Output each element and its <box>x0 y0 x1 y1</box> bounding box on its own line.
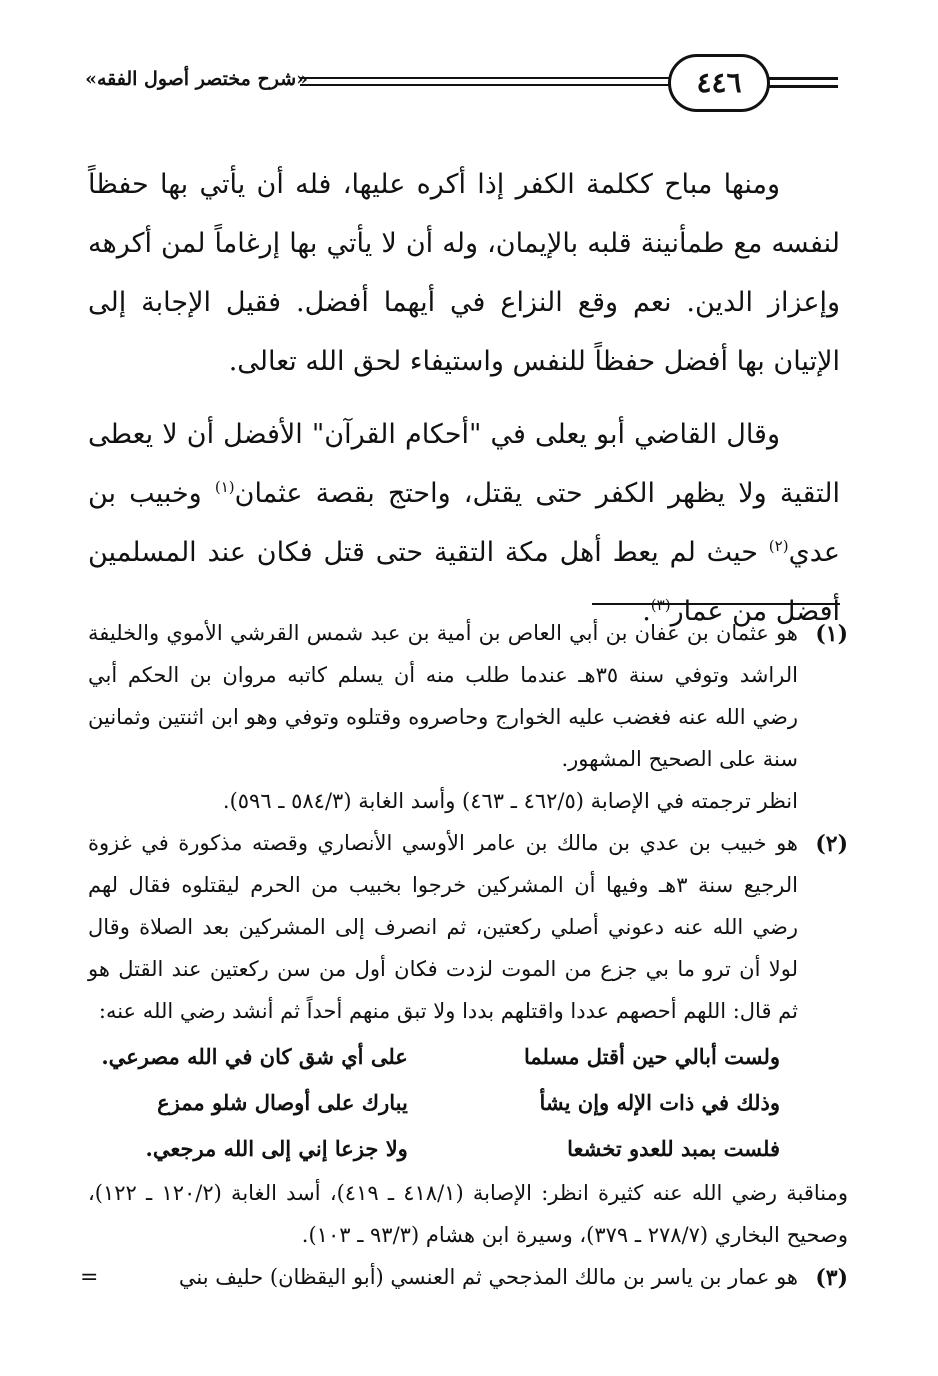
running-title: «شرح مختصر أصول الفقه» <box>85 68 308 90</box>
poem-verse <box>88 1126 798 1172</box>
footnote-ref-3[interactable]: (٣) <box>650 596 671 614</box>
footnote-2-reference: ومناقبة رضي الله عنه كثيرة انظر: الإصابة (٤١٨/١ ـ ٤١٩)، أسد الغابة (١٢٠/٢ ـ ١٢٢)، وصحيح البخاري (٢٧٨/٧ ـ ٣٧٩)، وسيرة ابن هشام (٩٣/٣ ـ ١٠٣). <box>88 1181 848 1247</box>
footnote-2 <box>88 822 848 1032</box>
footnote-1 <box>88 612 848 822</box>
paragraph-2-text-c: حيث لم يعط أهل مكة التقية حتى قتل فكان عند المسلمين أفضل من عمار <box>88 537 840 627</box>
footnote-3-text: هو عمار بن ياسر بن مالك المذجحي ثم العنسي (أبو اليقظان) حليف بني <box>178 1265 798 1289</box>
footnote-2-text: هو خبيب بن عدي بن مالك بن عامر الأوسي الأنصاري وقصته مذكورة في غزوة الرجيع سنة ٣هـ وفيها أن المشركين خرجوا بخبيب من الحرم ليقتلوه فقال لهم رضي الله عنه دعوني أصلي ركعتين، ثم انصرف إلى المشركين بعد الصلاة وقال لولا أن ترو ما بي جزع من الموت لزدت فكان أول من سن ركعتين عند القتل هو ثم قال: اللهم أحصهم عددا واقتلهم بددا ولا تبق منهم أحداً ثم أنشد رضي الله عنه: <box>88 831 799 1023</box>
footnote-2-continuation <box>88 1172 848 1256</box>
poem-verse <box>88 1080 798 1126</box>
footnote-ref-2[interactable]: (٢) <box>768 537 789 555</box>
footnote-number: (١) <box>815 621 848 647</box>
poem-verse <box>88 1034 798 1080</box>
verse-first-hemistich: فلست بمبد للعدو تخشعا <box>567 1136 780 1161</box>
verse-second-hemistich: ولا جزعا إني إلى الله مرجعي. <box>145 1136 408 1161</box>
verse-second-hemistich: على أي شق كان في الله مصرعي. <box>101 1044 408 1069</box>
poem <box>88 1034 848 1172</box>
footnote-number: (٢) <box>815 831 848 857</box>
page-header <box>85 42 840 114</box>
paragraph-2-text-a: وقال القاضي أبو يعلى في "أحكام القرآن" الأفضل أن لا يعطى التقية ولا يظهر الكفر حتى يقتل، واحتج بقصة عثمان <box>88 419 840 509</box>
paragraph-1: ومنها مباح ككلمة الكفر إذا أكره عليها، فله أن يأتي بها حفظاً لنفسه مع طمأنينة قلبه بالإيمان، وله أن لا يأتي بها إرغاماً لمن أكرهه وإعزاز الدين. نعم وقع النزاع في أيهما أفضل. فقيل الإجابة إلى الإتيان بها أفضل حفظاً للنفس واستيفاء لحق الله تعالى. <box>88 169 840 377</box>
verse-first-hemistich: ولست أبالي حين أقتل مسلما <box>523 1044 780 1069</box>
continuation-mark: = <box>80 1265 99 1290</box>
footnote-ref-1[interactable]: (١) <box>214 478 235 496</box>
paragraph-2 <box>88 405 840 641</box>
footnote-1-text: هو عثمان بن عفان بن أبي العاص بن أمية بن عبد شمس القرشي الأموي والخليفة الراشد وتوفي سنة ٣٥هـ عندما طلب منه أن يسلم كاتبه مروان بن الحكم أبي رضي الله عنه فغضب عليه الخوارج وحاصروه وقتلوه وتوفي وهو ابن اثنتين وثمانين سنة على الصحيح المشهور. <box>88 621 799 771</box>
page-number: ٤٤٦ <box>668 54 770 112</box>
verse-second-hemistich: يبارك على أوصال شلو ممزع <box>157 1090 408 1115</box>
footnotes <box>80 612 848 1298</box>
paragraph-2-text-d: . <box>642 596 651 627</box>
paragraph-2-text-b: وخبيب بن عدي <box>88 478 840 568</box>
footnote-1-reference: انظر ترجمته في الإصابة (٤٦٢/٥ ـ ٤٦٣) وأسد الغابة (٥٨٤/٣ ـ ٥٩٦). <box>222 789 798 813</box>
footnote-separator <box>592 603 840 605</box>
footnote-3 <box>80 1256 848 1298</box>
main-text <box>88 155 840 641</box>
footnote-number: (٣) <box>815 1265 848 1291</box>
verse-first-hemistich: وذلك في ذات الإله وإن يشأ <box>539 1090 780 1115</box>
